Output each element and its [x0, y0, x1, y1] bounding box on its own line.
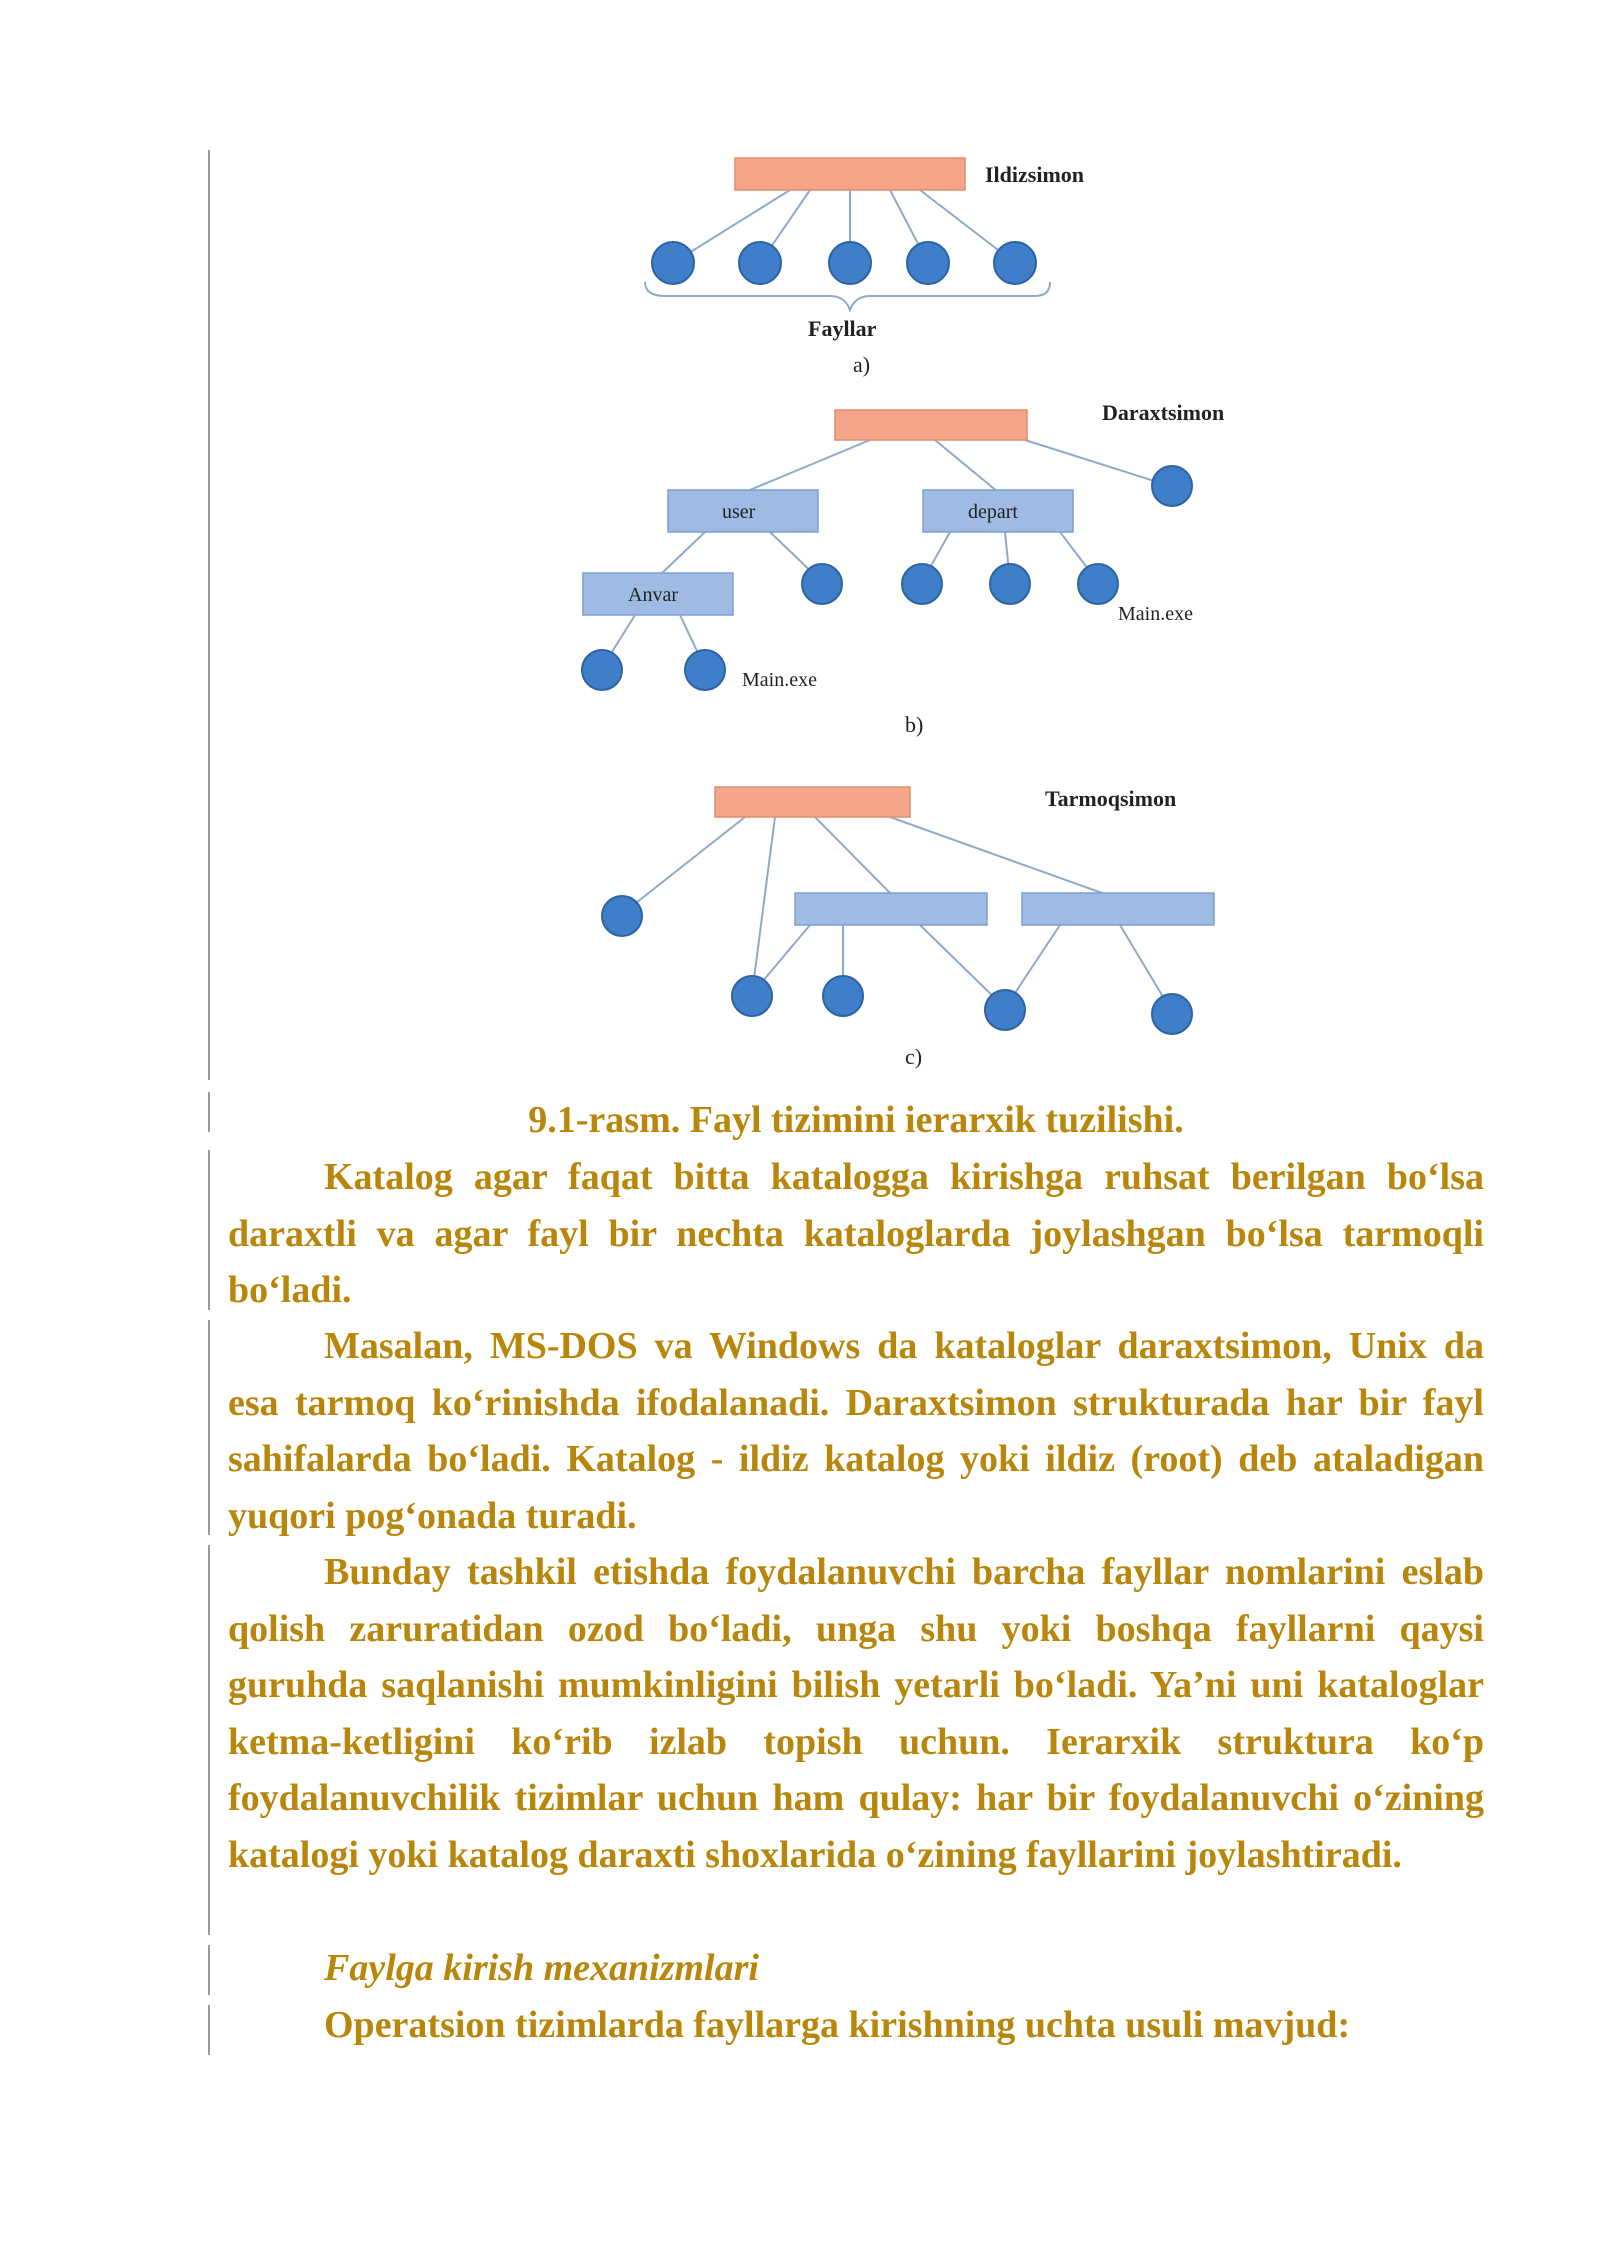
diagram-b-file-node [802, 564, 842, 604]
diagram-a-root-box [735, 158, 965, 190]
diagram-a-file-node [829, 242, 871, 284]
paragraph-3: Bunday tashkil etishda foydalanuvchi barcha fayllar nomlarini eslab qolish zaruratidan ozod bo‘ladi, unga shu yoki boshqa fayllarni qaysi guruhda saqlanishi mumkinligini bilish yetarli bo‘ladi. Ya’ni uni kataloglar ketma-ketligini ko‘rib izlab topish uchun. Ierarxik struktura ko‘p foydalanuvchilik tizimlar uchun ham qulay: har bir foydalanuvchi o‘zining katalogi yoki katalog daraxti shoxlarida o‘zining fayllarini joylashtiradi. [228, 1551, 1484, 1876]
diagram-c-sublabel: c) [905, 1044, 923, 1069]
diagram-c-dir-box [1022, 893, 1214, 925]
diagram-b-file-node [685, 650, 725, 690]
hierarchy-diagram [0, 0, 1600, 1100]
diagram-b-file-node [902, 564, 942, 604]
margin-rule-p4 [208, 2005, 210, 2055]
file-system-figure [0, 0, 1600, 1100]
diagram-b-root-box [835, 410, 1027, 440]
paragraph-1: Katalog agar faqat bitta katalogga kirishga ruhsat berilgan bo‘lsa daraxtli va agar fayl bir nechta kataloglarda joylashgan bo‘lsa tarmoqli bo‘ladi. [228, 1156, 1484, 1311]
diagram-a-file-node [652, 242, 694, 284]
diagram-b-main-exe-left: Main.exe [742, 669, 817, 691]
diagram-a-file-node [907, 242, 949, 284]
diagram-c-file-node [732, 976, 772, 1016]
diagram-c-root-box [715, 787, 910, 817]
diagram-b-file-node [1078, 564, 1118, 604]
diagram-b-depart-label: depart [968, 501, 1018, 523]
diagram-a-file-node [994, 242, 1036, 284]
diagram-b-anvar-label: Anvar [628, 584, 678, 606]
diagram-a-brace-label: Fayllar [808, 316, 877, 341]
diagram-b-tree-structure [582, 400, 1224, 737]
margin-rule-heading [208, 1945, 210, 1995]
diagram-c-file-node [1152, 994, 1192, 1034]
diagram-b-user-label: user [722, 501, 756, 523]
paragraph-2: Masalan, MS-DOS va Windows da kataloglar daraxtsimon, Unix da esa tarmoq ko‘rinishda ifodalanadi. Daraxtsimon strukturada har bir fayl sahifalarda bo‘ladi. Katalog - ildiz katalog yoki ildiz (root) deb ataladigan yuqori pog‘onada turadi. [228, 1325, 1484, 1537]
diagram-c-title: Tarmoqsimon [1045, 786, 1177, 811]
diagram-b-file-node [582, 650, 622, 690]
paragraph-4: Operatsion tizimlarda fayllarga kirishning uchta usuli mavjud: [324, 2004, 1351, 2046]
margin-rule-p1 [208, 1150, 210, 1310]
margin-rule-p3 [208, 1545, 210, 1935]
diagram-c-network-structure [602, 786, 1214, 1069]
diagram-a-title: Ildizsimon [985, 162, 1085, 187]
diagram-a-sublabel: a) [853, 352, 871, 377]
margin-rule-p2 [208, 1320, 210, 1535]
diagram-a-root-structure [645, 158, 1084, 377]
section-heading: Faylga kirish mexanizmlari [324, 1947, 759, 1989]
diagram-c-dir-box [795, 893, 987, 925]
diagram-a-file-node [739, 242, 781, 284]
diagram-c-file-node [602, 896, 642, 936]
diagram-c-file-node [985, 990, 1025, 1030]
diagram-b-title: Daraxtsimon [1102, 400, 1225, 425]
diagram-b-file-node [1152, 466, 1192, 506]
diagram-b-sublabel: b) [905, 712, 924, 737]
diagram-b-file-node [990, 564, 1030, 604]
diagram-b-main-exe-right: Main.exe [1118, 603, 1193, 625]
diagram-c-file-node [823, 976, 863, 1016]
figure-caption: 9.1-rasm. Fayl tizimini ierarxik tuzilishi. [528, 1099, 1184, 1141]
diagram-a-brace [645, 282, 1050, 310]
